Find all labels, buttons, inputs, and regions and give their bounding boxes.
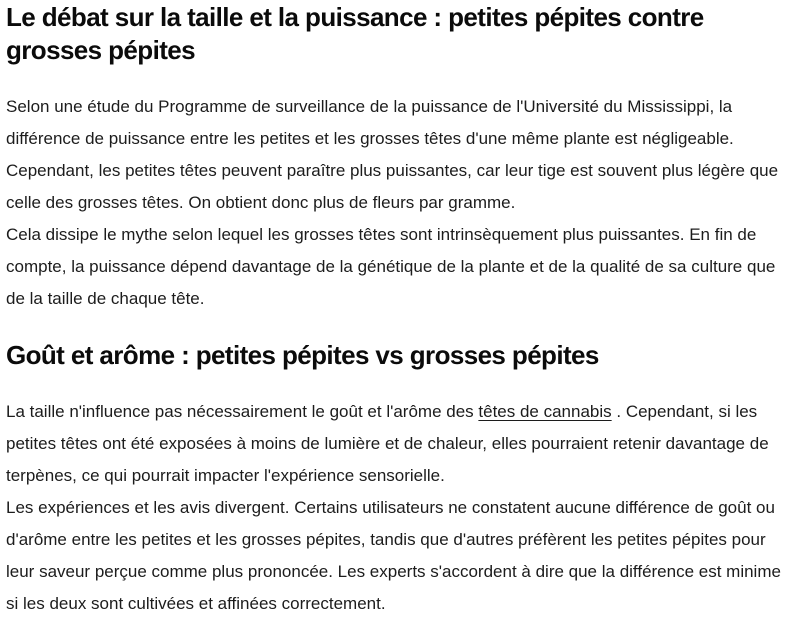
paragraph-taste-intro bbox=[6, 396, 796, 492]
taste-intro-text-before-link: La taille n'influence pas nécessairement le goût et l'arôme des bbox=[6, 402, 479, 421]
taste-intro-text-after-link: . Cependant, si les petites têtes ont été exposées à moins de lumière et de chaleur, elles pourraient retenir davantage de terpènes, ce qui pourrait impacter l'expérience sensorielle. bbox=[6, 402, 769, 485]
section-heading-taste-aroma: Goût et arôme : petites pépites vs grosses pépites bbox=[6, 340, 599, 370]
cannabis-buds-link[interactable]: têtes de cannabis bbox=[478, 402, 612, 421]
section-heading-potency: Le débat sur la taille et la puissance : petites pépites contre grosses pépites bbox=[6, 2, 704, 65]
paragraph-taste-opinions: Les expériences et les avis divergent. Certains utilisateurs ne constatent aucune différence de goût ou d'arôme entre les petites et les grosses pépites, tandis que d'autres préfèrent les petites pépites pour leur saveur perçue comme plus prononcée. Les experts s'accordent à dire que la différence est minime si les deux sont cultivées et affinées correctement. bbox=[6, 498, 781, 613]
paragraph-potency-study: Selon une étude du Programme de surveillance de la puissance de l'Université du Mississippi, la différence de puissance entre les petites et les grosses têtes d'une même plante est négligeable. Cependant, les petites têtes peuvent paraître plus puissantes, car leur tige est souvent plus légère que celle des grosses têtes. On obtient donc plus de fleurs par gramme. bbox=[6, 97, 779, 212]
paragraph-potency-myth: Cela dissipe le mythe selon lequel les grosses têtes sont intrinsèquement plus puissantes. En fin de compte, la puissance dépend davantage de la génétique de la plante et de la qualité de sa culture que de la taille de chaque tête. bbox=[6, 225, 776, 308]
